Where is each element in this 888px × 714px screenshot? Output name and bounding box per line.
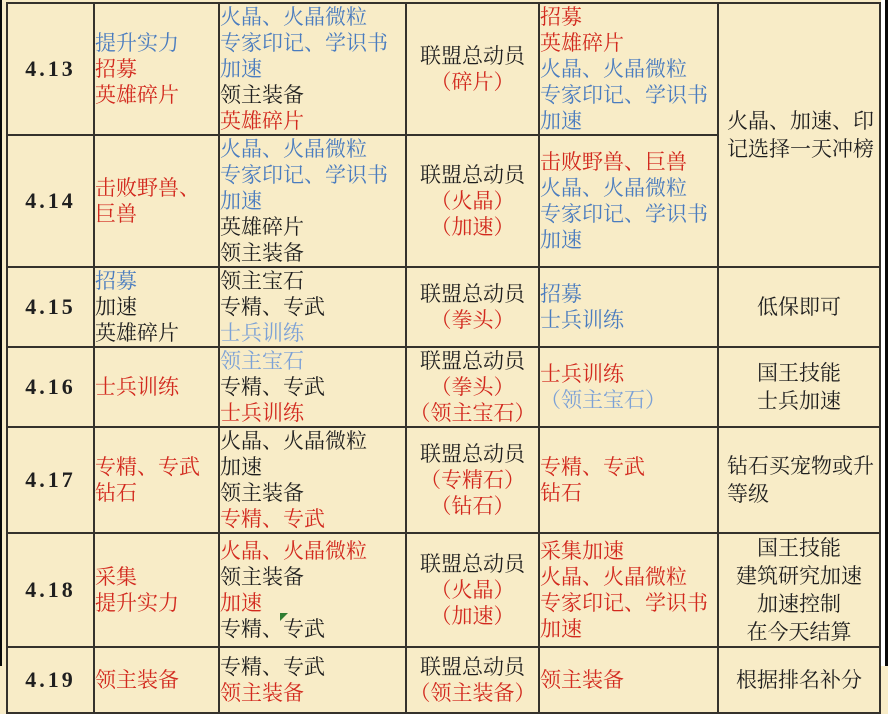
bonus-items-cell[interactable]: [539, 647, 718, 713]
alliance-mobilization-cell[interactable]: [406, 3, 539, 135]
cell-line: （领主宝石）: [409, 401, 536, 425]
cell-corner-marker-icon: [280, 613, 288, 621]
cell-line: 加速: [220, 189, 262, 213]
cell-line: 钻石: [95, 481, 137, 505]
cell-line: 联盟总动员: [420, 552, 525, 576]
cell-line: 提升实力: [95, 591, 179, 615]
cell-line: 英雄碎片: [95, 321, 179, 345]
cell-line: 士兵训练: [95, 375, 179, 399]
cell-line: 联盟总动员: [420, 655, 525, 679]
cell-line: 采集加速: [540, 539, 624, 563]
cell-line: （拳头）: [430, 308, 515, 332]
table-row: [7, 533, 880, 647]
cell-line: 加速: [540, 109, 582, 133]
cell-line: 专精、专武: [220, 295, 325, 319]
cell-line: （领主装备）: [409, 681, 536, 705]
cell-line: （拳头）: [430, 375, 515, 399]
cell-line: 击败野兽、巨兽: [540, 150, 687, 174]
activity-cell[interactable]: [94, 427, 219, 533]
cell-line: 火晶、火晶微粒: [540, 57, 687, 81]
date-cell[interactable]: 4.14: [7, 135, 94, 267]
notes-cell[interactable]: [718, 347, 880, 427]
table-row: [7, 427, 880, 533]
cell-line: 火晶、加速、印: [727, 109, 874, 133]
cell-line: 领主装备: [540, 668, 624, 692]
activity-cell[interactable]: [94, 267, 219, 347]
cell-line: 士兵训练: [540, 362, 624, 386]
activity-cell[interactable]: [94, 135, 219, 267]
date-cell[interactable]: 4.15: [7, 267, 94, 347]
notes-cell[interactable]: [718, 647, 880, 713]
alliance-mobilization-cell[interactable]: [406, 647, 539, 713]
date-cell[interactable]: 4.18: [7, 533, 94, 647]
cell-line: （加速）: [430, 215, 515, 239]
date-cell[interactable]: 4.19: [7, 647, 94, 713]
alliance-mobilization-cell[interactable]: [406, 533, 539, 647]
cell-line: 领主宝石: [220, 349, 304, 373]
cell-line: 火晶、火晶微粒: [540, 565, 687, 589]
cell-line: 专家印记、学识书: [220, 163, 388, 187]
cell-line: 英雄碎片: [220, 109, 304, 133]
bonus-items-cell[interactable]: [539, 3, 718, 135]
table-row: [7, 347, 880, 427]
cell-line: 火晶、火晶微粒: [220, 5, 367, 29]
cell-line: 巨兽: [95, 202, 137, 226]
cell-line: 英雄碎片: [540, 31, 624, 55]
cell-line: 士兵训练: [220, 401, 304, 425]
items-cell[interactable]: [219, 533, 406, 647]
cell-line: 火晶、火晶微粒: [220, 137, 367, 161]
cell-line: 火晶、火晶微粒: [220, 539, 367, 563]
cell-line: 专家印记、学识书: [540, 591, 708, 615]
cell-line: 专精、专武: [220, 617, 325, 641]
bonus-items-cell[interactable]: [539, 427, 718, 533]
cell-line: 提升实力: [95, 31, 179, 55]
activity-cell[interactable]: [94, 3, 219, 135]
cell-line: 招募: [95, 269, 137, 293]
cell-line: 招募: [540, 5, 582, 29]
cell-line: 在今天结算: [746, 620, 852, 644]
cell-line: 钻石: [540, 481, 582, 505]
table-row: [7, 3, 880, 135]
cell-line: 联盟总动员: [420, 349, 525, 373]
cell-line: 采集: [95, 565, 137, 589]
cell-line: 英雄碎片: [220, 215, 304, 239]
items-cell[interactable]: [219, 647, 406, 713]
cell-line: （加速）: [430, 604, 515, 628]
cell-line: 火晶、火晶微粒: [220, 429, 367, 453]
cell-line: 联盟总动员: [420, 163, 525, 187]
items-cell[interactable]: [219, 3, 406, 135]
cell-line: 专家印记、学识书: [220, 31, 388, 55]
cell-line: 专家印记、学识书: [540, 83, 708, 107]
cell-line: 加速: [220, 591, 262, 615]
cell-line: （专精石）: [420, 468, 525, 492]
cell-line: 领主装备: [220, 83, 304, 107]
table-row: [7, 647, 880, 713]
notes-cell[interactable]: [718, 267, 880, 347]
screen-edge-left: [0, 0, 2, 666]
cell-line: 专精、专武: [540, 455, 645, 479]
cell-line: 加速: [540, 228, 582, 252]
cell-line: 击败野兽、: [95, 176, 200, 200]
bonus-items-cell[interactable]: [539, 267, 718, 347]
cell-line: 领主装备: [95, 668, 179, 692]
alliance-mobilization-cell[interactable]: [406, 267, 539, 347]
event-schedule-table: [6, 2, 881, 714]
cell-line: 士兵加速: [757, 389, 841, 413]
cell-line: 招募: [540, 282, 582, 306]
cell-line: 根据排名补分: [736, 668, 862, 692]
cell-line: 专精、专武: [220, 507, 325, 531]
cell-line: 等级: [727, 482, 769, 506]
cell-line: 联盟总动员: [420, 282, 525, 306]
bonus-items-cell[interactable]: [539, 533, 718, 647]
cell-line: （碎片）: [430, 70, 515, 94]
activity-cell[interactable]: [94, 347, 219, 427]
bonus-items-cell[interactable]: [539, 135, 718, 267]
cell-line: 加速: [95, 295, 137, 319]
notes-cell-merged[interactable]: [718, 3, 880, 267]
date-cell[interactable]: 4.16: [7, 347, 94, 427]
cell-line: 钻石买宠物或升: [727, 454, 874, 478]
bonus-items-cell[interactable]: [539, 347, 718, 427]
cell-line: （领主宝石）: [540, 388, 666, 412]
cell-line: 国王技能: [757, 536, 841, 560]
schedule-table-body: [7, 3, 880, 713]
table-row: [7, 267, 880, 347]
cell-line: 加速: [540, 617, 582, 641]
notes-cell[interactable]: [718, 533, 880, 647]
activity-cell[interactable]: [94, 533, 219, 647]
cell-line: 士兵训练: [220, 321, 304, 345]
date-cell[interactable]: 4.17: [7, 427, 94, 533]
cell-line: （火晶）: [430, 189, 515, 213]
alliance-mobilization-cell[interactable]: [406, 347, 539, 427]
activity-cell[interactable]: [94, 647, 219, 713]
cell-line: 记选择一天冲榜: [727, 137, 874, 161]
date-cell[interactable]: 4.13: [7, 3, 94, 135]
cell-line: 火晶、火晶微粒: [540, 176, 687, 200]
cell-line: 专家印记、学识书: [540, 202, 708, 226]
cell-line: 领主装备: [220, 565, 304, 589]
items-cell[interactable]: [219, 135, 406, 267]
cell-line: 联盟总动员: [420, 442, 525, 466]
cell-line: 建筑研究加速: [736, 564, 862, 588]
cell-line: 专精、专武: [220, 375, 325, 399]
items-cell[interactable]: [219, 427, 406, 533]
cell-line: 专精、专武: [220, 655, 325, 679]
cell-line: 领主装备: [220, 481, 304, 505]
alliance-mobilization-cell[interactable]: [406, 427, 539, 533]
cell-line: 加速: [220, 57, 262, 81]
alliance-mobilization-cell[interactable]: [406, 135, 539, 267]
cell-line: 英雄碎片: [95, 83, 179, 107]
cell-line: 国王技能: [757, 361, 841, 385]
cell-line: 领主装备: [220, 681, 304, 705]
notes-cell[interactable]: [718, 427, 880, 533]
items-cell[interactable]: [219, 267, 406, 347]
cell-line: （火晶）: [430, 578, 515, 602]
cell-line: 招募: [95, 57, 137, 81]
cell-line: 专精、专武: [95, 455, 200, 479]
cell-line: 加速: [220, 455, 262, 479]
cell-line: 士兵训练: [540, 308, 624, 332]
cell-line: 领主宝石: [220, 269, 304, 293]
cell-line: 领主装备: [220, 241, 304, 265]
cell-line: 低保即可: [757, 295, 841, 319]
items-cell[interactable]: [219, 347, 406, 427]
cell-line: 加速控制: [757, 592, 841, 616]
cell-line: 联盟总动员: [420, 44, 525, 68]
cell-line: （钻石）: [430, 494, 515, 518]
